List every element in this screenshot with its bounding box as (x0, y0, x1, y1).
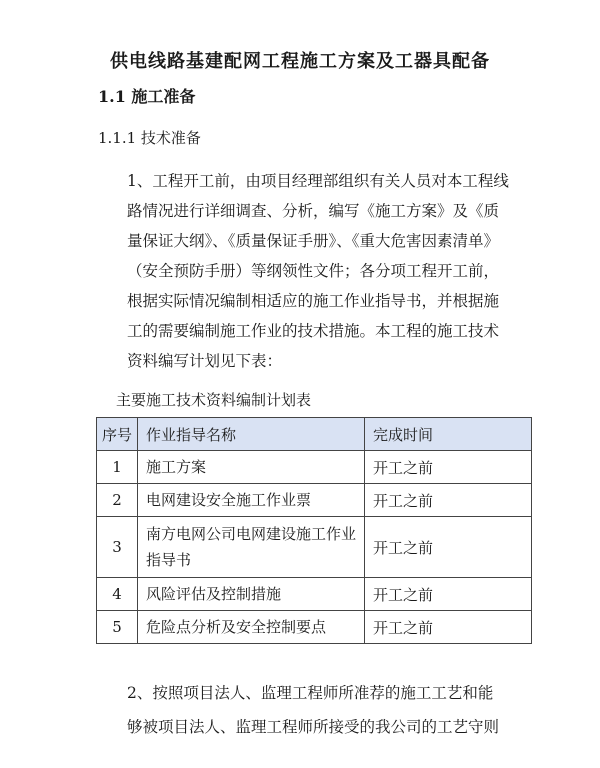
plan-table (96, 417, 532, 644)
document-title: 供电线路基建配网工程施工方案及工器具配备 (110, 51, 490, 72)
cell-no: 3 (97, 517, 138, 578)
cell-no: 2 (97, 484, 138, 517)
section-heading: 1.1 施工准备 (98, 87, 196, 106)
cell-name: 电网建设安全施工作业票 (138, 484, 365, 517)
cell-name: 南方电网公司电网建设施工作业指导书 (138, 517, 365, 578)
paragraph-line: 根据实际情况编制相适应的施工作业指导书，并根据施 (127, 292, 500, 310)
cell-name: 施工方案 (138, 451, 365, 484)
subsection-heading: 1.1.1 技术准备 (98, 129, 201, 147)
cell-time: 开工之前 (365, 578, 532, 611)
cell-no: 4 (97, 578, 138, 611)
paragraph-line: 1、工程开工前，由项目经理部组织有关人员对本工程线 (127, 172, 509, 190)
paragraph-line: 工的需要编制施工作业的技术措施。本工程的施工技术 (127, 322, 500, 340)
cell-time: 开工之前 (365, 451, 532, 484)
paragraph-line: 资料编写计划见下表： (127, 352, 283, 370)
cell-time: 开工之前 (365, 611, 532, 644)
paragraph-process (127, 676, 527, 744)
header-time: 完成时间 (365, 418, 532, 451)
header-name: 作业指导名称 (138, 418, 365, 451)
table-row (97, 451, 532, 484)
cell-time: 开工之前 (365, 517, 532, 578)
cell-name: 危险点分析及安全控制要点 (138, 611, 365, 644)
paragraph-line: （安全预防手册）等纲领性文件；各分项工程开工前， (127, 262, 500, 280)
table-row (97, 517, 532, 578)
cell-no: 5 (97, 611, 138, 644)
paragraph-line: 路情况进行详细调查、分析，编写《施工方案》及《质 (127, 202, 500, 220)
paragraph-line: 量保证大纲》、《质量保证手册》、《重大危害因素清单》 (127, 232, 500, 250)
table-header-row (97, 418, 532, 451)
table-row (97, 611, 532, 644)
paragraph-technical-prep (127, 166, 517, 376)
table-row (97, 484, 532, 517)
cell-no: 1 (97, 451, 138, 484)
paragraph-line: 够被项目法人、监理工程师所接受的我公司的工艺守则 (127, 718, 500, 736)
header-no: 序号 (97, 418, 138, 451)
table-caption: 主要施工技术资料编制计划表 (116, 391, 312, 409)
cell-name: 风险评估及控制措施 (138, 578, 365, 611)
paragraph-line: 2、按照项目法人、监理工程师所准荐的施工工艺和能 (127, 684, 494, 702)
cell-time: 开工之前 (365, 484, 532, 517)
table-row (97, 578, 532, 611)
